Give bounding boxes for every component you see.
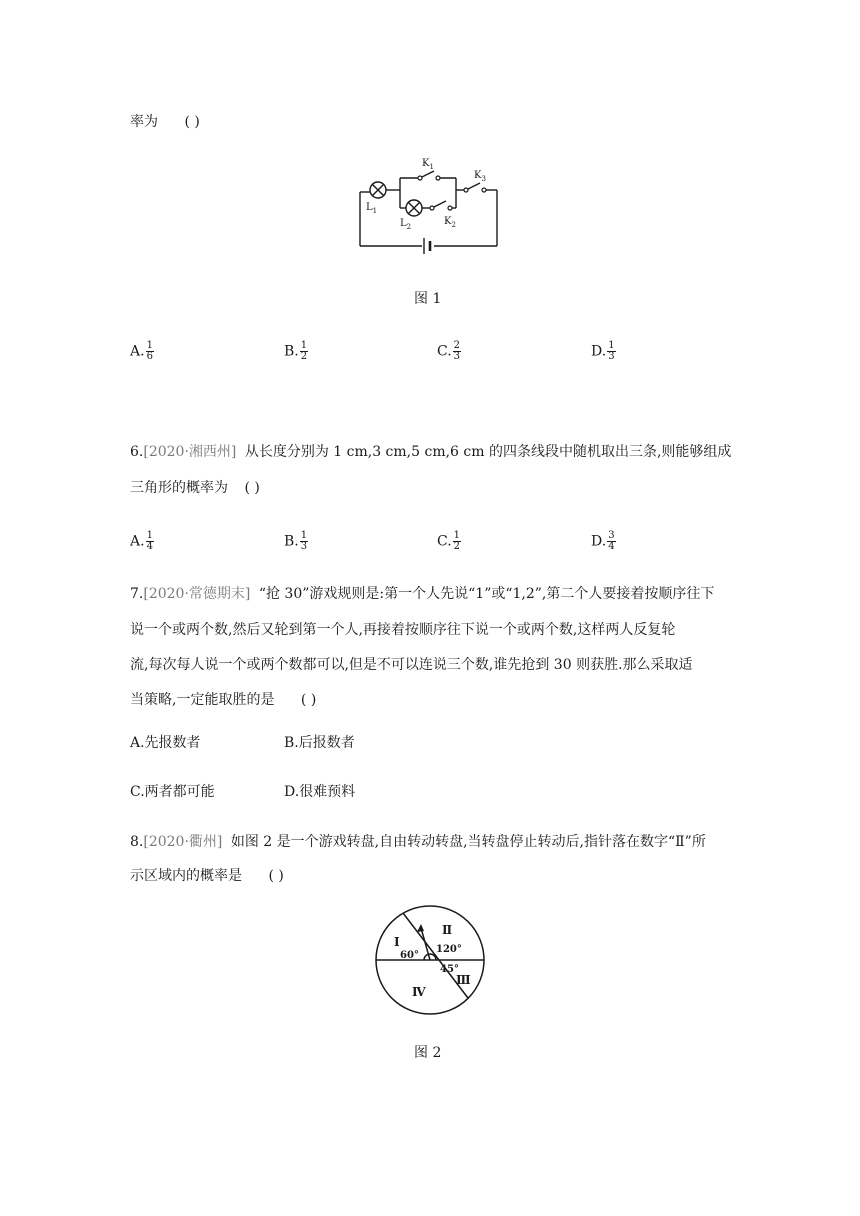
q6-line1 (130, 442, 731, 462)
q5-tail (130, 112, 200, 132)
spinner-diagram (374, 904, 486, 1016)
fraction: $\frac{1}{6}$ (146, 340, 153, 362)
q6-option-a[interactable]: A. $\frac{1}{4}$ (130, 530, 153, 552)
label-l1: $L_1$ (366, 202, 378, 215)
fraction: $\frac{1}{4}$ (146, 530, 153, 552)
region-3-label: Ⅲ (456, 973, 471, 987)
question-number: 7. (130, 586, 144, 602)
q7-text-2: 说一个或两个数,然后又轮到第一个人,再接着按顺序往下说一个或两个数,这样两人反复轮 (130, 622, 676, 638)
q5-option-c[interactable]: C. $\frac{2}{3}$ (437, 340, 461, 362)
fraction: $\frac{2}{3}$ (453, 340, 461, 362)
answer-paren: ( ) (268, 868, 284, 884)
q5-tail-text: 率为 (130, 114, 158, 130)
q8-line1 (130, 832, 706, 852)
question-source: [2020·衢州] (143, 834, 223, 850)
q6-line2 (130, 478, 260, 498)
region-1-label: Ⅰ (394, 935, 400, 949)
q6-option-d[interactable]: D. $\frac{3}{4}$ (591, 530, 615, 552)
label-k3: $K_3$ (474, 170, 486, 183)
q8-text-1: 如图 2 是一个游戏转盘,自由转动转盘,当转盘停止转动后,指针落在数字“Ⅱ”所 (230, 834, 706, 850)
q7-option-a[interactable]: A.先报数者 (130, 735, 201, 751)
fraction: $\frac{1}{2}$ (300, 340, 308, 362)
fraction: $\frac{1}{3}$ (608, 340, 615, 362)
question-number: 6. (130, 444, 144, 460)
figure2-caption: 图 2 (414, 1045, 442, 1061)
label-k2: $K_2$ (444, 216, 456, 229)
figure1-caption: 图 1 (414, 291, 442, 307)
q5-option-d[interactable]: D. $\frac{1}{3}$ (591, 340, 615, 362)
q7-line4 (130, 690, 316, 710)
q8-line2 (130, 866, 284, 886)
q6-text-2: 三角形的概率为 (130, 480, 228, 496)
angle-120-label: 120° (436, 944, 462, 955)
fraction: $\frac{3}{4}$ (608, 530, 615, 552)
question-number: 8. (130, 834, 144, 850)
q6-option-c[interactable]: C. $\frac{1}{2}$ (437, 530, 461, 552)
fraction: $\frac{1}{3}$ (300, 530, 308, 552)
answer-paren: ( ) (244, 480, 260, 496)
q6-text-1: 从长度分别为 1 cm,3 cm,5 cm,6 cm 的四条线段中随机取出三条,则能够组成 (244, 444, 732, 460)
q5-option-a[interactable]: A. $\frac{1}{6}$ (130, 340, 153, 362)
label-k1: $K_1$ (422, 158, 434, 171)
q8-text-2: 示区域内的概率是 (130, 868, 242, 884)
question-source: [2020·常德期末] (143, 586, 251, 602)
q7-option-d[interactable]: D.很难预料 (284, 784, 356, 800)
label-l2: $L_2$ (400, 218, 412, 231)
angle-60-label: 60° (400, 950, 419, 961)
region-2-label: Ⅱ (442, 923, 453, 937)
q7-text-1: “抢 30”游戏规则是:第一个人先说“1”或“1,2”,第二个人要接着按顺序往下 (258, 586, 715, 602)
q7-option-c[interactable]: C.两者都可能 (130, 784, 215, 800)
q7-line1 (130, 584, 714, 604)
answer-paren: ( ) (300, 692, 317, 708)
answer-paren: ( ) (184, 114, 200, 130)
q6-option-b[interactable]: B. $\frac{1}{3}$ (284, 530, 308, 552)
q7-text-3: 流,每次每人说一个或两个数都可以,但是不可以连说三个数,谁先抢到 30 则获胜.那么采取适 (130, 657, 693, 673)
region-4-label: Ⅳ (412, 985, 426, 999)
fraction: $\frac{1}{2}$ (453, 530, 461, 552)
q7-text-4: 当策略,一定能取胜的是 (130, 692, 275, 708)
circuit-diagram (352, 152, 512, 256)
angle-45-label: 45° (440, 964, 459, 975)
q7-option-b[interactable]: B.后报数者 (284, 735, 355, 751)
q5-option-b[interactable]: B. $\frac{1}{2}$ (284, 340, 308, 362)
question-source: [2020·湘西州] (143, 444, 237, 460)
